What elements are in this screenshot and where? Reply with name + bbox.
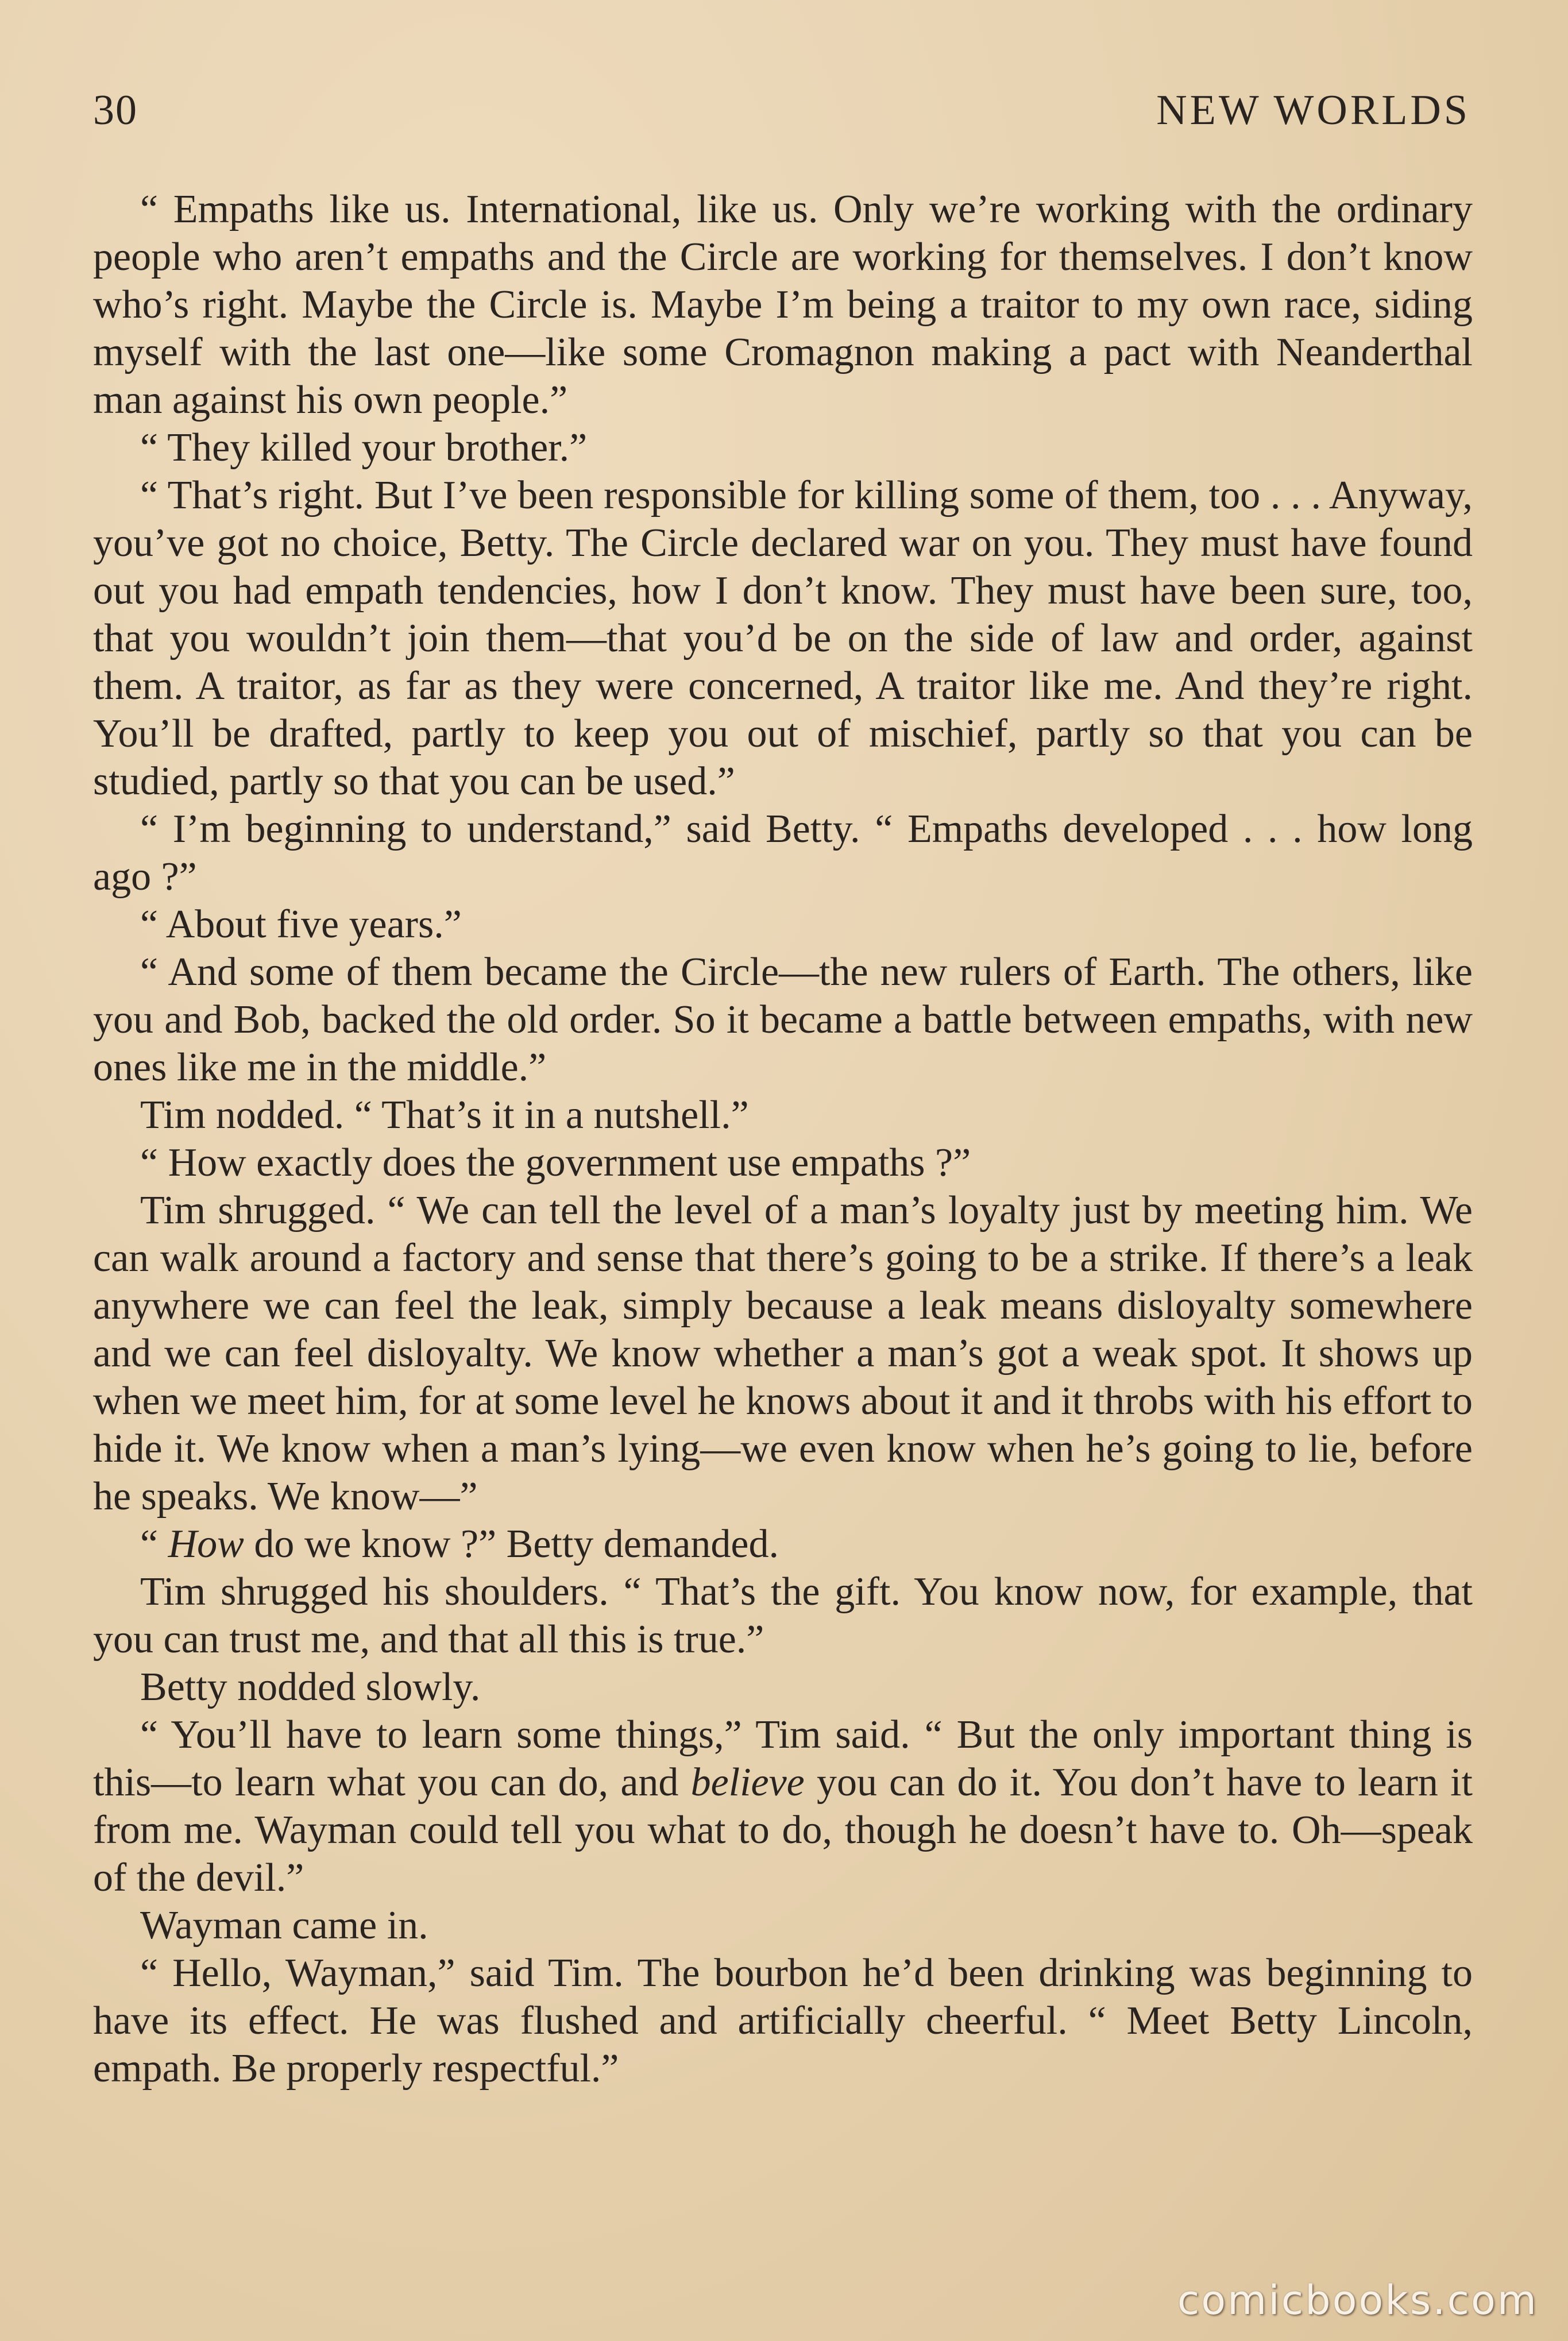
text-span: you can do it. You don’t have to learn it from me. Wayman could tell you what to do, though he doesn’t have to. Oh—speak of the devil.”	[93, 1760, 1473, 1900]
paragraph: “ That’s right. But I’ve been responsible for killing some of them, too . . . Anyway, you’ve got no choice, Betty. The Circle declared war on you. They must have found out you had empath tendencies, how I don’t know. They must have been sure, too, that you wouldn’t join them—that you’d be on the side of law and order, against them. A traitor, as far as they were concerned, A traitor like me. And they’re right. You’ll be drafted, partly to keep you out of mischief, partly so that you can be studied, partly so that you can be used.”	[93, 473, 1473, 803]
italic-word: believe	[690, 1760, 805, 1805]
paragraph: “ Hello, Wayman,” said Tim. The bourbon he’d been drinking was beginning to have its effect. He was flushed and artificially cheerful. “ Meet Betty Lincoln, empath. Be properly respectful.”	[93, 1951, 1473, 2091]
page-number: 30	[93, 87, 138, 134]
watermark: comicbooks.com	[1177, 2277, 1538, 2324]
paragraph: Betty nodded slowly.	[140, 1665, 481, 1709]
text-span: “ You’ll have to learn some things,” Tim said. “ But the only important thing is this—to learn what you can do, and	[93, 1713, 1473, 1805]
paragraph-how	[93, 1520, 1473, 1568]
italic-word: How	[168, 1522, 244, 1566]
running-title: NEW WORLDS	[1156, 87, 1470, 134]
text-span: “	[140, 1522, 168, 1566]
story-text	[93, 186, 1473, 2092]
paragraph-believe	[93, 1711, 1473, 1902]
paragraph: Tim shrugged. “ We can tell the level of a man’s loyalty just by meeting him. We can walk around a factory and sense that there’s going to be a strike. If there’s a leak anywhere we can feel the leak, simply because a leak means disloyalty somewhere and we can feel disloyalty. We know whether a man’s got a weak spot. It shows up when we meet him, for at some level he knows about it and it throbs with his effort to hide it. We know when a man’s lying—we even know when he’s going to lie, before he speaks. We know—”	[93, 1188, 1473, 1519]
paragraph: “ I’m beginning to understand,” said Betty. “ Empaths developed . . . how long ago ?”	[93, 807, 1473, 899]
paragraph: “ How exactly does the government use empaths ?”	[140, 1141, 971, 1185]
paragraph: Tim nodded. “ That’s it in a nutshell.”	[140, 1093, 749, 1137]
paragraph: Wayman came in.	[140, 1903, 428, 1948]
paragraph: Tim shrugged his shoulders. “ That’s the gift. You know now, for example, that you can trust me, and that all this is true.”	[93, 1570, 1473, 1662]
paragraph: “ About five years.”	[140, 902, 462, 947]
page-header	[93, 86, 1470, 144]
text-span: do we know ?” Betty demanded.	[244, 1522, 779, 1566]
paragraph: “ Empaths like us. International, like us. Only we’re working with the ordinary people who aren’t empaths and the Circle are working for themselves. I don’t know who’s right. Maybe the Circle is. Maybe I’m being a traitor to my own race, siding myself with the last one—like some Cromagnon making a pact with Neanderthal man against his own people.”	[93, 187, 1473, 422]
paragraph: “ And some of them became the Circle—the new rulers of Earth. The others, like you and Bob, backed the old order. So it became a battle between empaths, with new ones like me in the middle.”	[93, 950, 1473, 1090]
paragraph: “ They killed your brother.”	[140, 426, 588, 470]
